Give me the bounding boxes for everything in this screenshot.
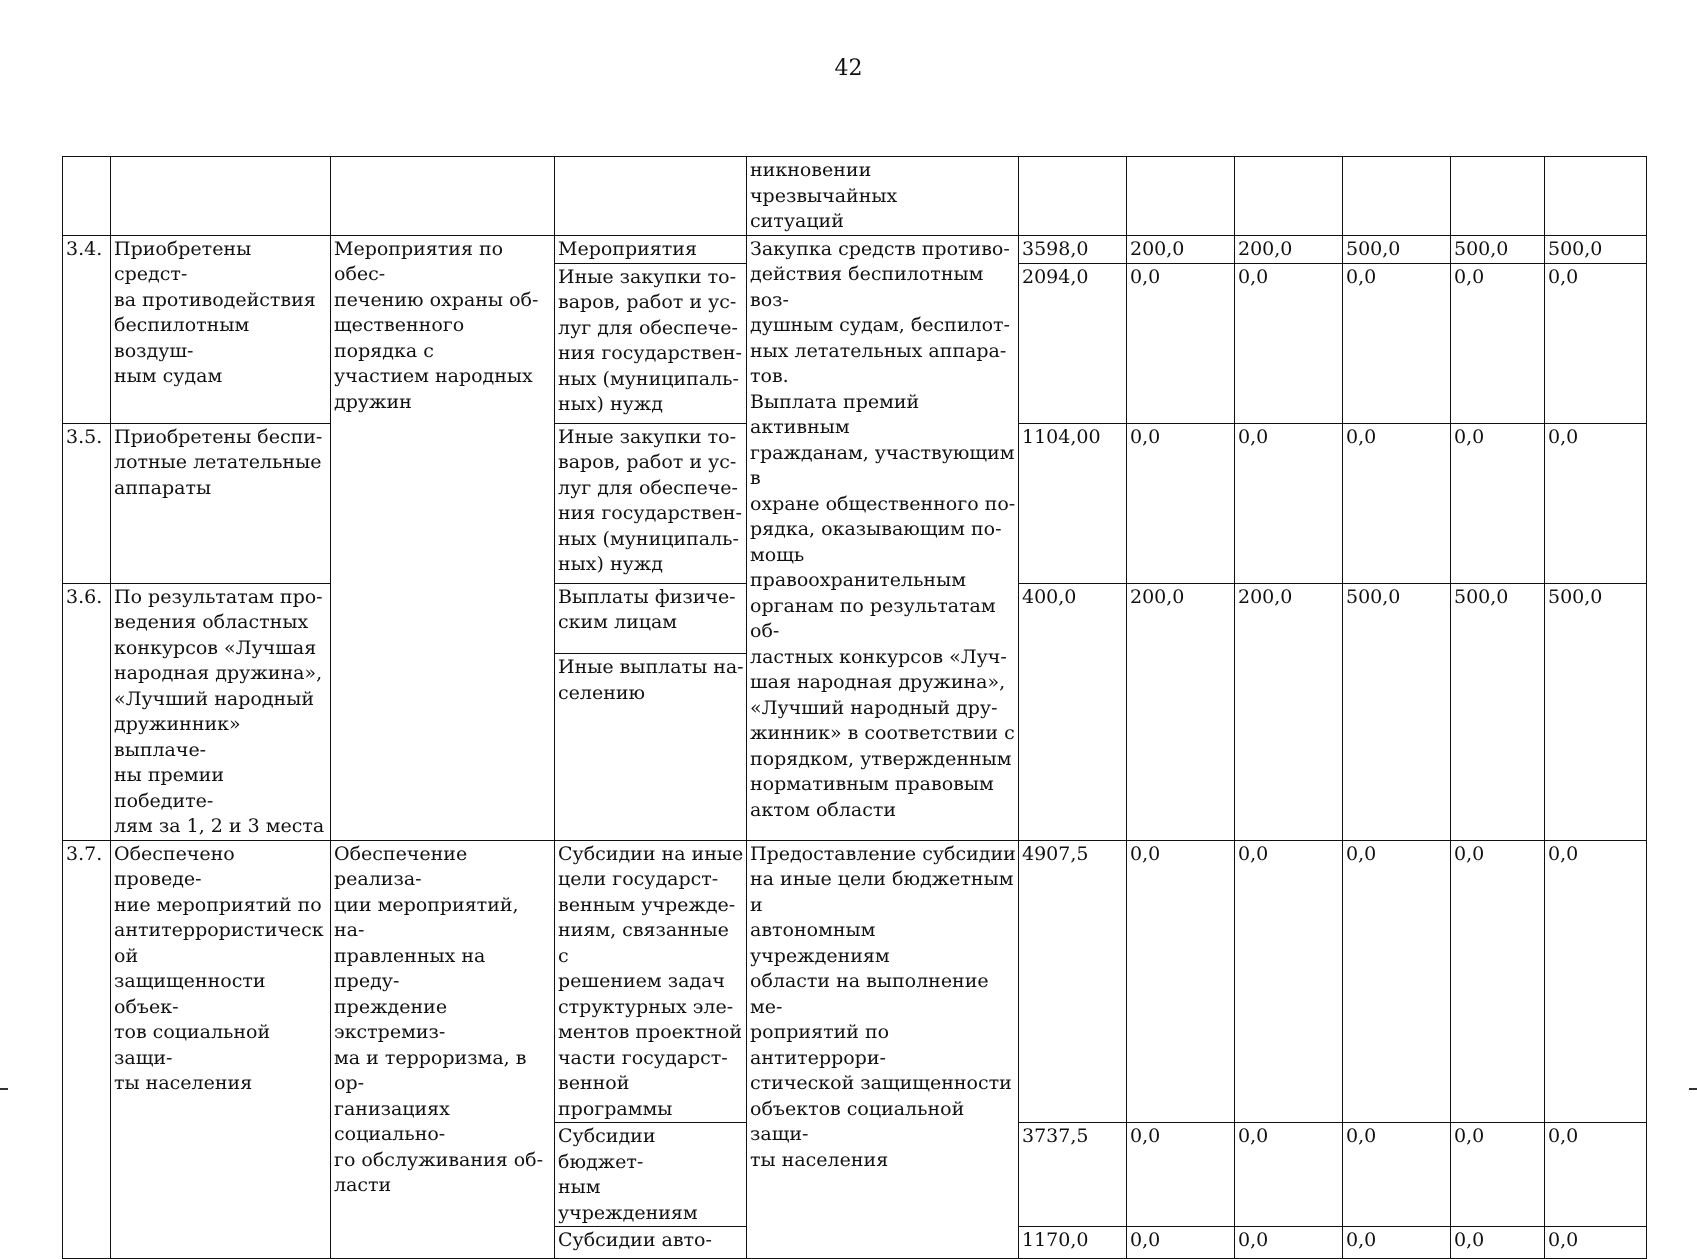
cell-value: 1104,00 [1019,423,1127,583]
cell-value: 0,0 [1343,840,1451,1123]
cell-value: 0,0 [1127,423,1235,583]
cell-empty [63,157,111,236]
cell-description: Предоставление субсидии на иные цели бюджетным и автономным учреждениям области на выполнение ме- роприятий по антитеррори- стической защищенности объектов социальной защи- ты населения [747,840,1019,1259]
cell-number: 3.7. [63,840,111,1259]
cell-value: 0,0 [1235,423,1343,583]
cell-value: 1170,0 [1019,1227,1127,1259]
cell-empty [1343,157,1451,236]
cell-number: 3.4. [63,235,111,423]
cell-value: 4907,5 [1019,840,1127,1123]
cell-value: 0,0 [1451,1227,1545,1259]
cell-value: 200,0 [1127,583,1235,840]
cell-value: 0,0 [1343,1227,1451,1259]
cell-value: 0,0 [1127,1123,1235,1227]
cell-value: 200,0 [1127,235,1235,263]
cell-expense-type: Мероприятия [555,235,747,263]
cell-expense-type: Иные закупки то- варов, работ и ус- луг для обеспече- ния государствен- ных (муниципаль- ных) нужд [555,423,747,583]
cell-value: 0,0 [1545,423,1647,583]
cell-number: 3.6. [63,583,111,840]
edge-mark-left [0,1088,8,1090]
cell-value: 0,0 [1343,423,1451,583]
cell-empty [555,157,747,236]
cell-event: Обеспечение реализа- ции мероприятий, на- правленных на преду- преждение экстремиз- ма и терроризма, в ор- ганизациях социально- го обслуживания об- ласти [331,840,555,1259]
cell-result: Приобретены беспи- лотные летательные аппараты [111,423,331,583]
cell-empty [1235,157,1343,236]
cell-value: 3737,5 [1019,1123,1127,1227]
cell-value: 0,0 [1451,263,1545,423]
cell-event: Мероприятия по обес- печению охраны об- щественного порядка с участием народных дружин [331,235,555,840]
cell-value: 3598,0 [1019,235,1127,263]
cell-value: 200,0 [1235,235,1343,263]
edge-mark-right [1689,1088,1697,1090]
cell-result: Обеспечено проведе- ние мероприятий по антитеррористической защищенности объек- тов социальной защи- ты населения [111,840,331,1259]
cell-empty [1451,157,1545,236]
cell-result: По результатам про- ведения областных конкурсов «Лучшая народная дружина», «Лучший народный дружинник» выплаче- ны премии победите- лям за 1, 2 и 3 места [111,583,331,840]
cell-expense-type: Иные выплаты на- селению [555,654,747,840]
cell-expense-type: Субсидии авто- [555,1227,747,1259]
cell-value: 0,0 [1235,263,1343,423]
cell-value: 0,0 [1127,1227,1235,1259]
cell-value: 0,0 [1343,263,1451,423]
cell-value: 0,0 [1235,1123,1343,1227]
cell-value: 0,0 [1235,1227,1343,1259]
table-row [63,235,1647,263]
cell-value: 0,0 [1545,1227,1647,1259]
cell-value: 0,0 [1451,423,1545,583]
cell-empty [111,157,331,236]
cell-value: 500,0 [1545,583,1647,840]
cell-value: 0,0 [1235,840,1343,1123]
cell-empty [1019,157,1127,236]
cell-result: Приобретены средст- ва противодействия беспилотным воздуш- ным судам [111,235,331,423]
cell-empty [331,157,555,236]
cell-value: 500,0 [1451,583,1545,840]
cell-value: 0,0 [1127,263,1235,423]
cell-expense-type: Субсидии бюджет- ным учреждениям [555,1123,747,1227]
cell-number: 3.5. [63,423,111,583]
table-row [63,157,1647,236]
cell-value: 500,0 [1545,235,1647,263]
cell-value: 0,0 [1127,840,1235,1123]
cell-empty [1545,157,1647,236]
cell-value: 500,0 [1343,235,1451,263]
cell-expense-type: Субсидии на иные цели государст- венным учрежде- ниям, связанные с решением задач структурных эле- ментов проектной части государст- венной программы [555,840,747,1123]
table-row [63,840,1647,1123]
cell-value: 0,0 [1451,840,1545,1123]
cell-value: 0,0 [1545,1123,1647,1227]
cell-value: 400,0 [1019,583,1127,840]
cell-description: никновении чрезвычайных ситуаций [747,157,1019,236]
program-table [62,156,1647,1259]
cell-value: 0,0 [1545,840,1647,1123]
cell-description: Закупка средств противо- действия беспилотным воз- душным судам, беспилот- ных летательных аппара- тов. Выплата премий активным гражданам, участвующим в охране общественного по- рядка, оказывающим по- мощь правоохранительным органам по результатам об- ластных конкурсов «Луч- шая народная дружина», «Лучший народный дру- жинник» в соответствии с порядком, утвержденным нормативным правовым актом области [747,235,1019,840]
cell-value: 2094,0 [1019,263,1127,423]
cell-empty [1127,157,1235,236]
cell-value: 0,0 [1451,1123,1545,1227]
cell-value: 200,0 [1235,583,1343,840]
cell-value: 500,0 [1451,235,1545,263]
cell-expense-type: Иные закупки то- варов, работ и ус- луг для обеспече- ния государствен- ных (муниципаль- ных) нужд [555,263,747,423]
cell-value: 0,0 [1545,263,1647,423]
page-number: 42 [834,56,863,81]
cell-value: 500,0 [1343,583,1451,840]
cell-value: 0,0 [1343,1123,1451,1227]
cell-expense-type: Выплаты физиче- ским лицам [555,583,747,654]
